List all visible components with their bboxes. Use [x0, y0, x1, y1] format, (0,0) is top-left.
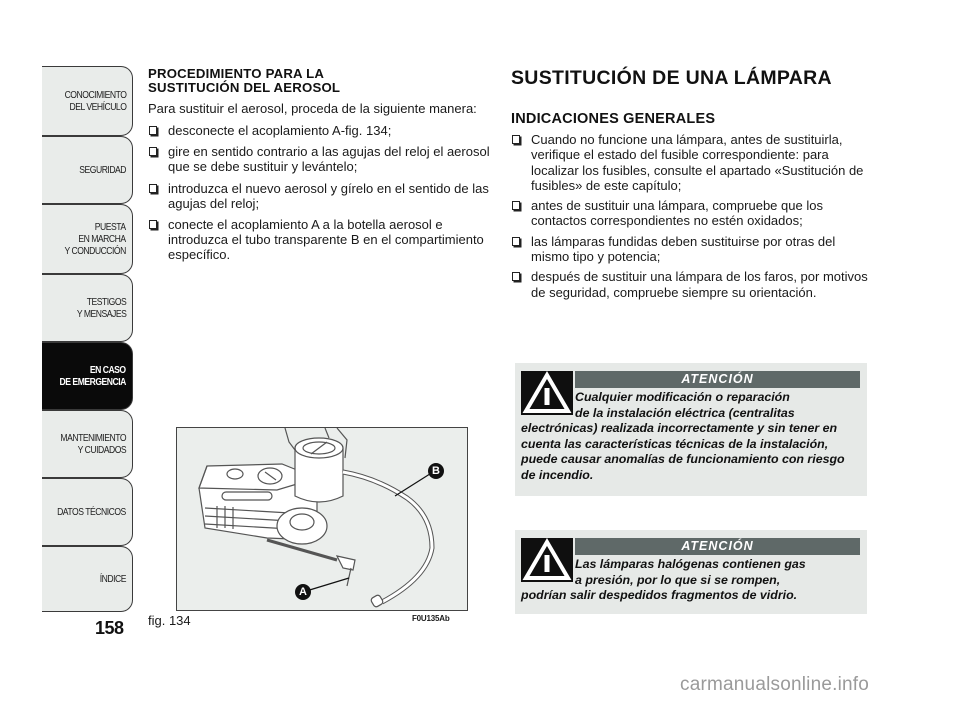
watermark: carmanualsonline.info [680, 674, 870, 695]
tab-puesta-en-marcha[interactable] [42, 204, 133, 274]
procedure-steps [148, 123, 498, 263]
tab-datos-tecnicos[interactable] [42, 478, 133, 546]
warning-line: de la instalación eléctrica (centralitas [575, 405, 795, 420]
warning-line: electrónicas) realizada incorrectamente y sin tener en cuenta las características técnicas de la instalación, puede causar anomalías de funcionamiento con riesgo de incendio. [521, 421, 845, 482]
warning-box-electrical [515, 363, 867, 496]
tab-testigos-y-mensajes[interactable] [42, 274, 133, 342]
tab-label: EN CASO [90, 364, 126, 376]
tab-mantenimiento-y-cuidados[interactable] [42, 410, 133, 478]
section-title: SUSTITUCIÓN DE UNA LÁMPARA [511, 67, 832, 89]
list-item: después de sustituir una lámpara de los faros, por motivos de seguridad, compruebe siempre su orientación. [511, 269, 871, 300]
warning-box-halogen [515, 530, 867, 614]
tab-seguridad[interactable] [42, 136, 133, 204]
tab-indice[interactable] [42, 546, 133, 612]
tab-label: Y MENSAJES [76, 308, 126, 320]
page-number: 158 [95, 618, 124, 638]
tab-conocimiento-del-vehiculo[interactable] [42, 66, 133, 136]
tab-label: DATOS TÉCNICOS [57, 506, 126, 518]
tab-label: DE EMERGENCIA [59, 376, 126, 388]
warning-triangle-icon [521, 538, 573, 582]
warning-line: podrían salir despedidos fragmentos de vidrio. [521, 588, 798, 603]
warning-line: a presión, por lo que si se rompen, [575, 572, 781, 587]
tab-label: DEL VEHÍCULO [69, 101, 126, 113]
procedure-intro: Para sustituir el aerosol, proceda de la siguiente manera: [148, 101, 477, 116]
list-item: Cuando no funcione una lámpara, antes de sustituirla, verifique el estado del fusible correspondiente: para localizar los fusibles, consulte el apartado «Sustitución de fusibles» de este capítulo; [511, 132, 871, 193]
section-subtitle: INDICACIONES GENERALES [511, 111, 716, 127]
lamp-replacement-section [511, 67, 871, 300]
list-item: desconecte el acoplamiento A-fig. 134; [148, 123, 498, 138]
callout-b: B [428, 463, 444, 479]
callout-a: A [295, 584, 311, 600]
warning-label: ATENCIÓN [575, 371, 860, 388]
tab-label: Y CONDUCCIÓN [64, 245, 126, 257]
aerosol-procedure-section [148, 67, 498, 263]
general-indications-list [511, 132, 871, 300]
heading-line: SUSTITUCIÓN DEL AEROSOL [148, 80, 341, 95]
warning-line: Cualquier modificación o reparación [575, 390, 790, 404]
tab-label: Y CUIDADOS [77, 444, 126, 456]
tab-label: TESTIGOS [86, 296, 126, 308]
list-item: introduzca el nuevo aerosol y gírelo en el sentido de las agujas del reloj; [148, 181, 498, 211]
procedure-heading [148, 67, 498, 95]
heading-line: PROCEDIMIENTO PARA LA [148, 66, 325, 81]
compressor-drawing [177, 428, 468, 611]
list-item: antes de sustituir una lámpara, compruebe que los contactos correspondientes no estén oxidados; [511, 198, 871, 229]
tab-label: EN MARCHA [78, 233, 126, 245]
warning-line: Las lámparas halógenas contienen gas [575, 557, 806, 571]
warning-label: ATENCIÓN [575, 538, 860, 555]
list-item: gire en sentido contrario a las agujas del reloj el aerosol que se debe sustituir y levántelo; [148, 144, 498, 174]
figure-134-compressor-illustration [176, 427, 468, 611]
tab-label: MANTENIMIENTO [60, 432, 126, 444]
tab-label: SEGURIDAD [79, 164, 126, 176]
warning-triangle-icon [521, 371, 573, 415]
tab-en-caso-de-emergencia[interactable] [42, 342, 133, 410]
figure-code: F0U135Ab [412, 614, 450, 623]
tab-label: ÍNDICE [99, 573, 126, 585]
tab-label: PUESTA [95, 221, 126, 233]
list-item: conecte el acoplamiento A a la botella aerosol e introduzca el tubo transparente B en el compartimiento específico. [148, 217, 498, 263]
tab-label: CONOCIMIENTO [64, 89, 126, 101]
figure-caption: fig. 134 [148, 613, 191, 628]
list-item: las lámparas fundidas deben sustituirse por otras del mismo tipo y potencia; [511, 234, 871, 265]
